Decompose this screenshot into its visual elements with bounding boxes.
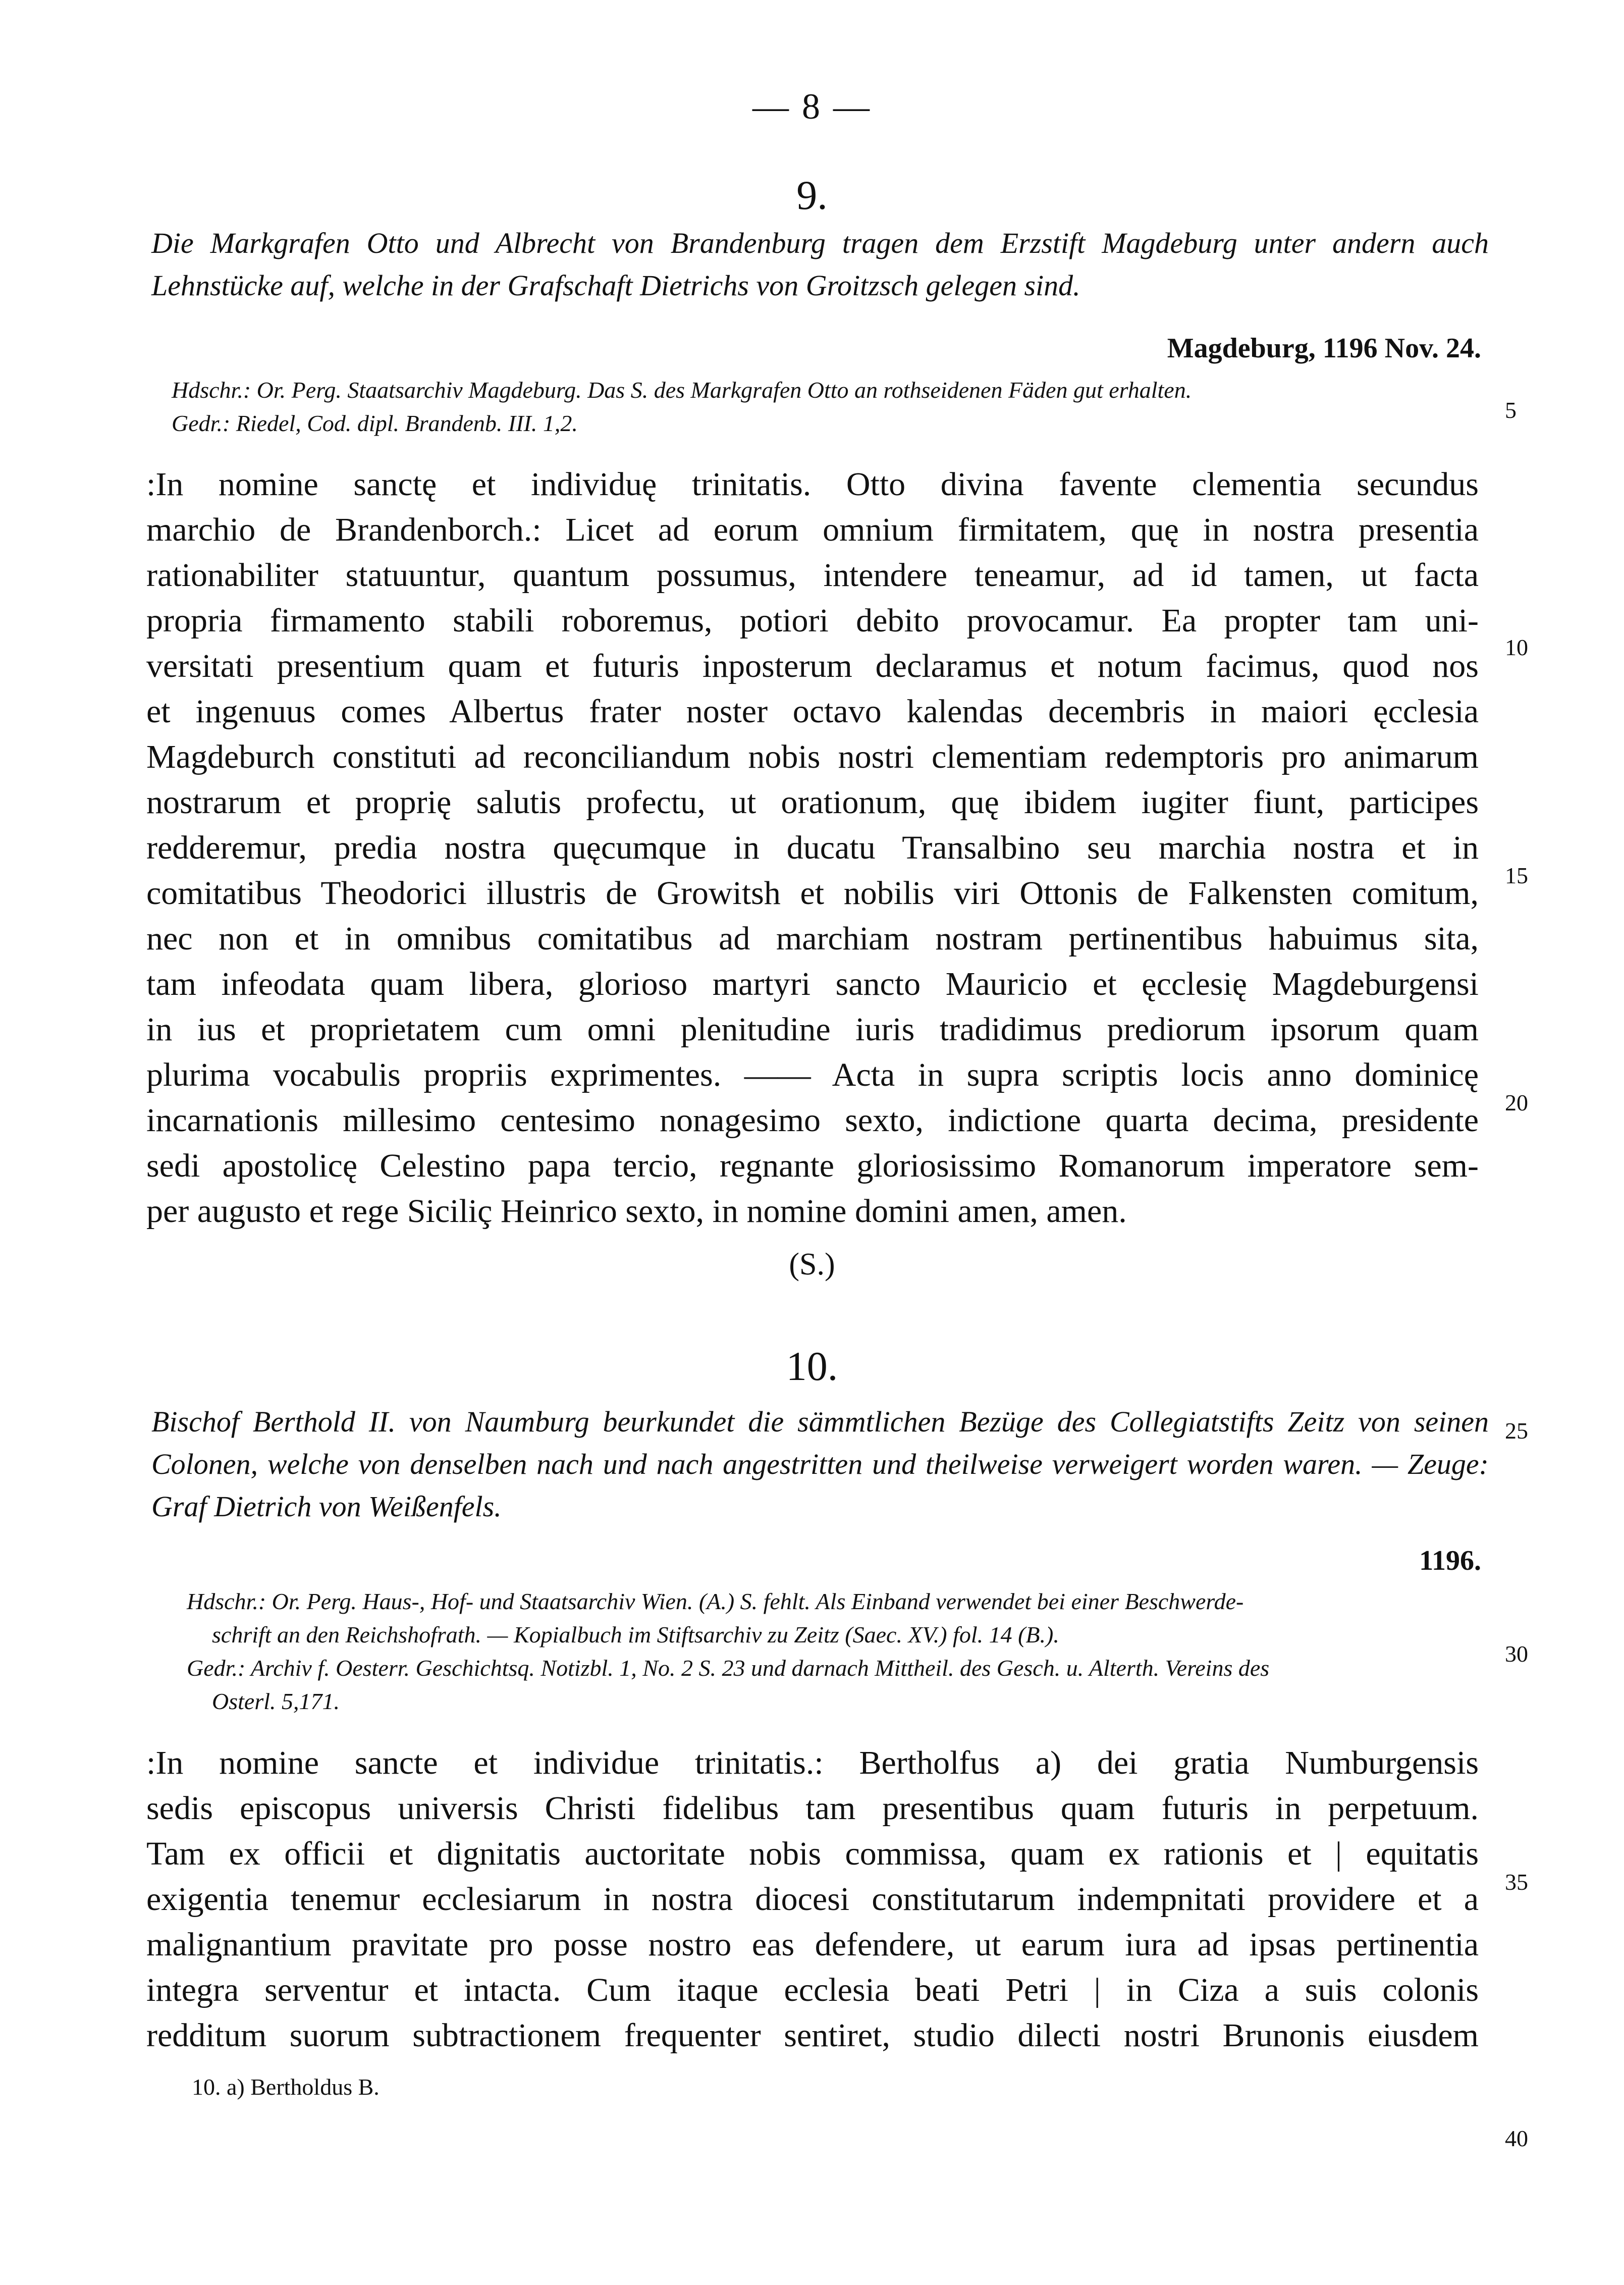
text-line: tam infeodata quam libera, glorioso martyri sancto Mauricio et ęcclesię Magdeburgensi bbox=[146, 966, 1479, 1002]
line-number: 10 bbox=[1505, 634, 1528, 660]
line-number: 20 bbox=[1505, 1090, 1528, 1115]
text-line: malignantium pravitate pro posse nostro eas defendere, ut earum iura ad ipsas pertinentia bbox=[146, 1926, 1479, 1963]
text-line: rationabiliter statuuntur, quantum possumus, intendere teneamur, ad id tamen, ut facta bbox=[146, 557, 1479, 594]
note-line: Gedr.: Archiv f. Oesterr. Geschichtsq. Notizbl. 1, No. 2 S. 23 und darnach Mittheil. des Gesch. u. Alterth. Vereins des bbox=[187, 1655, 1270, 1681]
document-number-9: 9. bbox=[796, 172, 828, 218]
text-line: sedis episcopus universis Christi fidelibus tam presentibus quam futuris in perpetuum. bbox=[146, 1790, 1479, 1827]
text-line: sedi apostolicę Celestino papa tercio, regnante gloriosissimo Romanorum imperatore sem- bbox=[146, 1147, 1479, 1184]
text-line: et ingenuus comes Albertus frater noster octavo kalendas decembris in maiori ęcclesia bbox=[146, 693, 1479, 730]
note-line: Osterl. 5,171. bbox=[212, 1688, 340, 1714]
line-number: 15 bbox=[1505, 863, 1528, 888]
line-number: 30 bbox=[1505, 1641, 1528, 1667]
text-line: redderemur, predia nostra quęcumque in ducatu Transalbino seu marchia nostra et in bbox=[146, 829, 1479, 866]
line-number: 40 bbox=[1505, 2125, 1528, 2151]
text-line: plurima vocabulis propriis exprimentes. —— Acta in supra scriptis locis anno dominicę bbox=[146, 1056, 1479, 1093]
text-line: :In nomine sancte et individue trinitatis.: Bertholfus a) dei gratia Numburgensis bbox=[146, 1744, 1479, 1781]
text-line: comitatibus Theodorici illustris de Growitsh et nobilis viri Ottonis de Falkensten comitum, bbox=[146, 875, 1479, 912]
note-line: Gedr.: Riedel, Cod. dipl. Brandenb. III. 1,2. bbox=[172, 410, 578, 436]
note-line: schrift an den Reichshofrath. — Kopialbuch im Stiftsarchiv zu Zeitz (Saec. XV.) fol. 14 (B.). bbox=[212, 1622, 1059, 1648]
line-number: 5 bbox=[1505, 397, 1517, 423]
text-line: Tam ex officii et dignitatis auctoritate nobis commissa, quam ex rationis et | equitatis bbox=[146, 1835, 1479, 1872]
note-line: Hdschr.: Or. Perg. Staatsarchiv Magdeburg. Das S. des Markgrafen Otto an rothseidenen Fäden gut erhalten. bbox=[172, 377, 1192, 403]
text-line: redditum suorum subtractionem frequenter sentiret, studio dilecti nostri Brunonis eiusdem bbox=[146, 2017, 1479, 2054]
text-line: :In nomine sanctę et individuę trinitatis. Otto divina favente clementia secundus bbox=[146, 466, 1479, 503]
regest-9: Die Markgrafen Otto und Albrecht von Brandenburg tragen dem Erzstift Magdeburg unter andern auch Lehnstücke auf, welche in der Grafschaft Dietrichs von Groitzsch gelegen sind. bbox=[151, 227, 1489, 302]
archival-notes-10 bbox=[187, 1585, 1269, 1718]
text-line: marchio de Brandenborch.: Licet ad eorum omnium firmitatem, quę in nostra presentia bbox=[146, 511, 1479, 548]
footnote: 10. a) Bertholdus B. bbox=[192, 2074, 380, 2100]
text-line: per augusto et rege Siciliç Heinrico sexto, in nomine domini amen, amen. bbox=[146, 1193, 1127, 1230]
dateline-9: Magdeburg, 1196 Nov. 24. bbox=[1167, 333, 1481, 364]
text-line: incarnationis millesimo centesimo nonagesimo sexto, indictione quarta decima, presidente bbox=[146, 1102, 1479, 1139]
line-number: 25 bbox=[1505, 1418, 1528, 1444]
document-number-10: 10. bbox=[786, 1343, 838, 1389]
text-line: Magdeburch constituti ad reconciliandum nobis nostri clementiam redemptoris pro animarum bbox=[146, 738, 1479, 775]
dateline-10: 1196. bbox=[1419, 1545, 1481, 1576]
text-line: propria firmamento stabili roboremus, potiori debito provocamur. Ea propter tam uni- bbox=[146, 602, 1479, 639]
archival-notes-9 bbox=[172, 374, 1192, 440]
text-line: nostrarum et proprię salutis profectu, ut orationum, quę ibidem iugiter fiunt, participes bbox=[146, 784, 1479, 821]
text-line: in ius et proprietatem cum omni plenitudine iuris tradidimus prediorum ipsorum quam bbox=[146, 1011, 1479, 1048]
text-line: nec non et in omnibus comitatibus ad marchiam nostram pertinentibus habuimus sita, bbox=[146, 920, 1479, 957]
line-number: 35 bbox=[1505, 1869, 1528, 1895]
regest-10: Bischof Berthold II. von Naumburg beurkundet die sämmtlichen Bezüge des Collegiatstifts Zeitz von seinen Colonen, welche von denselben nach und nach angestritten und theilweise verweigert worden waren. — Zeuge: Graf Dietrich von Weißenfels. bbox=[151, 1405, 1489, 1523]
page-number: — 8 — bbox=[752, 86, 872, 127]
text-line: integra serventur et intacta. Cum itaque ecclesia beati Petri | in Ciza a suis colonis bbox=[146, 1972, 1479, 2008]
seal-mark: (S.) bbox=[789, 1247, 835, 1282]
note-line: Hdschr.: Or. Perg. Haus-, Hof- und Staatsarchiv Wien. (A.) S. fehlt. Als Einband verwendet bei einer Beschwerde- bbox=[187, 1588, 1244, 1614]
text-line: exigentia tenemur ecclesiarum in nostra diocesi constitutarum indempnitati providere et a bbox=[146, 1881, 1479, 1918]
text-line: versitati presentium quam et futuris inposterum declaramus et notum facimus, quod nos bbox=[146, 648, 1479, 684]
